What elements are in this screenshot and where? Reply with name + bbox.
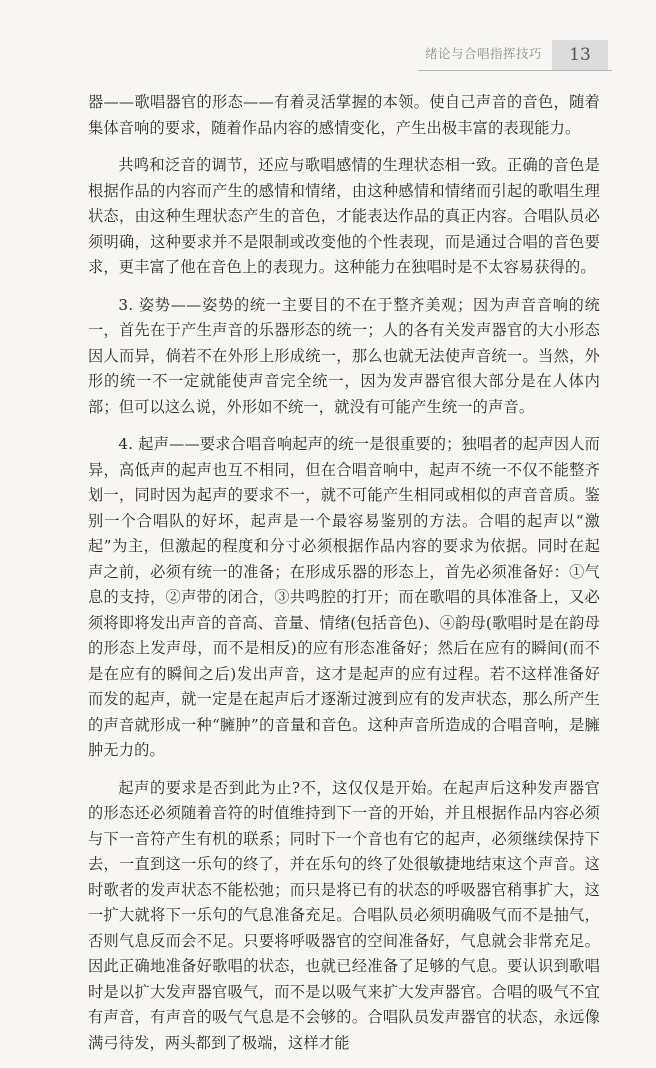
paragraph-onset: 4. 起声——要求合唱音响起声的统一是很重要的；独唱者的起声因人而异，高低声的起声也互不相同，但在合唱音响中，起声不统一不仅不能整齐划一，同时因为起声的要求不一，就不可能产生相同或相似的声音音质。鉴别一个合唱队的好坏，起声是一个最容易鉴别的方法。合唱的起声以“激起”为主，但激起的程度和分寸必须根据作品内容的要求为依据。同时在起声之前，必须有统一的准备；在形成乐器的形态上，首先必须准备好：①气息的支持，②声带的闭合，③共鸣腔的打开；而在歌唱的具体准备上，又必须将即将发出声音的音高、音量、情绪(包括音色)、④韵母(歌唱时是在韵母的形态上发声母，而不是相反)的应有形态准备好；然后在应有的瞬间(而不是在应有的瞬间之后)发出声音，这才是起声的应有过程。若不这样准备好而发的起声，就一定是在起声后才逐渐过渡到应有的发声状态，那么所产生的声音就形成一种“臃肿”的音量和音色。这种声音所造成的合唱音响，是臃肿无力的。 <box>88 435 600 759</box>
header-rule <box>418 70 612 71</box>
page-number: 13 <box>552 40 608 70</box>
running-header-title: 绪论与合唱指挥技巧 <box>424 46 542 61</box>
body-text <box>88 90 600 1068</box>
paragraph-resonance: 共鸣和泛音的调节，还应与歌唱感情的生理状态相一致。正确的音色是根据作品的内容而产生的感情和情绪，由这种感情和情绪而引起的歌唱生理状态，由这种生理状态产生的音色，才能表达作品的真正内容。合唱队员必须明确，这种要求并不是限制或改变他的个性表现，而是通过合唱的音色要求，更丰富了他在音色上的表现力。这种能力在独唱时是不太容易获得的。 <box>88 156 600 276</box>
page-header <box>0 0 656 80</box>
paragraph-onset-continued: 起声的要求是否到此为止?不，这仅仅是开始。在起声后这种发声器官的形态还必须随着音符的时值维持到下一音的开始，并且根据作品内容必须与下一音符产生有机的联系；同时下一个音也有它的起声，必须继续保持下去，一直到这一乐句的终了，并在乐句的终了处很敏捷地结束这个声音。这时歌者的发声状态不能松弛；而只是将已有的状态的呼吸器官稍事扩大，这一扩大就将下一乐句的气息准备充足。合唱队员必须明确吸气而不是抽气，否则气息反而会不足。只要将呼吸器官的空间准备好，气息就会非常充足。因此正确地准备好歌唱的状态，也就已经准备了足够的气息。要认识到歌唱时是以扩大发声器官吸气，而不是以吸气来扩大发声器官。合唱的吸气不宜有声音，有声音的吸气气息是不会够的。合唱队员发声器官的状态，永远像满弓待发，两头都到了极端，这样才能 <box>88 778 600 1052</box>
paragraph-posture: 3. 姿势——姿势的统一主要目的不在于整齐美观；因为声音音响的统一，首先在于产生声音的乐器形态的统一；人的各有关发声器官的大小形态因人而异，倘若不在外形上形成统一，那么也就无法使声音统一。当然，外形的统一不一定就能使声音完全统一，因为发声器官很大部分是在人体内部；但可以这么说，外形如不统一，就没有可能产生统一的声音。 <box>88 295 600 416</box>
paragraph-continuation: 器——歌唱器官的形态——有着灵活掌握的本领。使自己声音的音色，随着集体音响的要求，随着作品内容的感情变化，产生出极丰富的表现能力。 <box>88 93 600 137</box>
